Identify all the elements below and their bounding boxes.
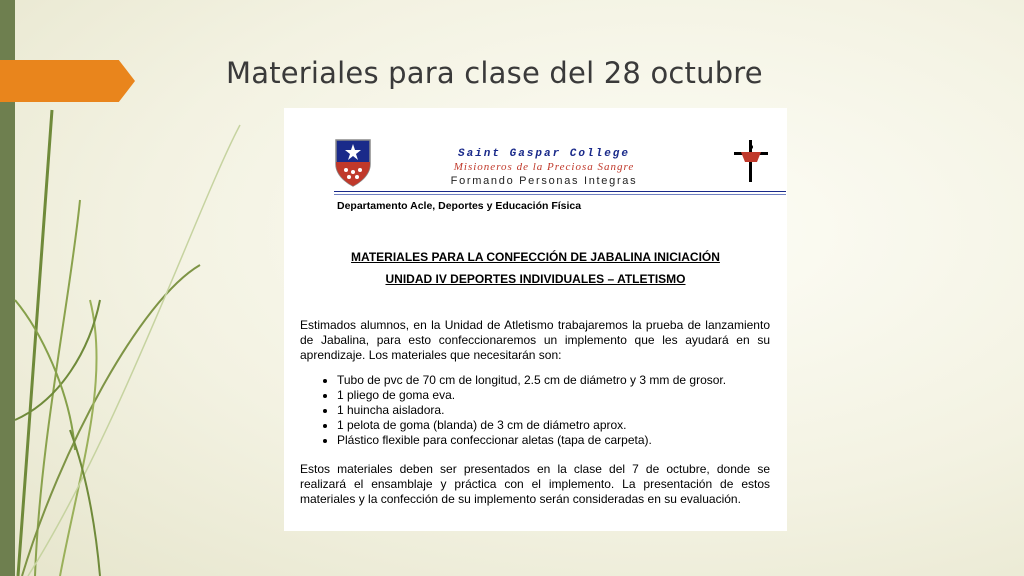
- document-subheading: UNIDAD IV DEPORTES INDIVIDUALES – ATLETISMO: [385, 272, 686, 286]
- list-item: • Plástico flexible para confeccionar aletas (tapa de carpeta).: [337, 433, 726, 448]
- closing-paragraph: Estos materiales deben ser presentados en la clase del 7 de octubre, donde se realizará el ensamblaje y práctica con el implemento. La presentación de estos materiales y la confección de su implemento serán consideradas en su evaluación.: [300, 462, 770, 506]
- list-item: • 1 huincha aisladora.: [337, 403, 726, 418]
- document-image: [284, 108, 787, 531]
- slide-title: Materiales para clase del 28 octubre: [226, 56, 763, 90]
- school-header: [429, 148, 659, 188]
- school-tagline: Formando Personas Integras: [450, 175, 638, 187]
- cross-emblem-icon: [730, 138, 772, 184]
- list-item: • 1 pliego de goma eva.: [337, 388, 726, 403]
- materials-list: [317, 373, 726, 448]
- list-item: • Tubo de pvc de 70 cm de longitud, 2.5 cm de diámetro y 3 mm de grosor.: [337, 373, 726, 388]
- list-item: • 1 pelota de goma (blanda) de 3 cm de diámetro aprox.: [337, 418, 726, 433]
- school-shield-logo: [334, 138, 372, 188]
- title-accent-arrow: [0, 60, 135, 102]
- department-name: Departamento Acle, Deportes y Educación Física: [337, 200, 582, 212]
- header-rule-secondary: [334, 194, 786, 195]
- school-name: Saint Gaspar College: [457, 148, 631, 160]
- document-heading: MATERIALES PARA LA CONFECCIÓN DE JABALINA INICIACIÓN: [351, 250, 720, 264]
- school-motto: Misioneros de la Preciosa Sangre: [453, 161, 635, 173]
- intro-paragraph: Estimados alumnos, en la Unidad de Atletismo trabajaremos la prueba de lanzamiento de Jabalina, para esto confeccionaremos un implemento que les ayudará en su aprendizaje. Los materiales que necesitarán son:: [300, 318, 770, 362]
- header-rule: [334, 191, 786, 192]
